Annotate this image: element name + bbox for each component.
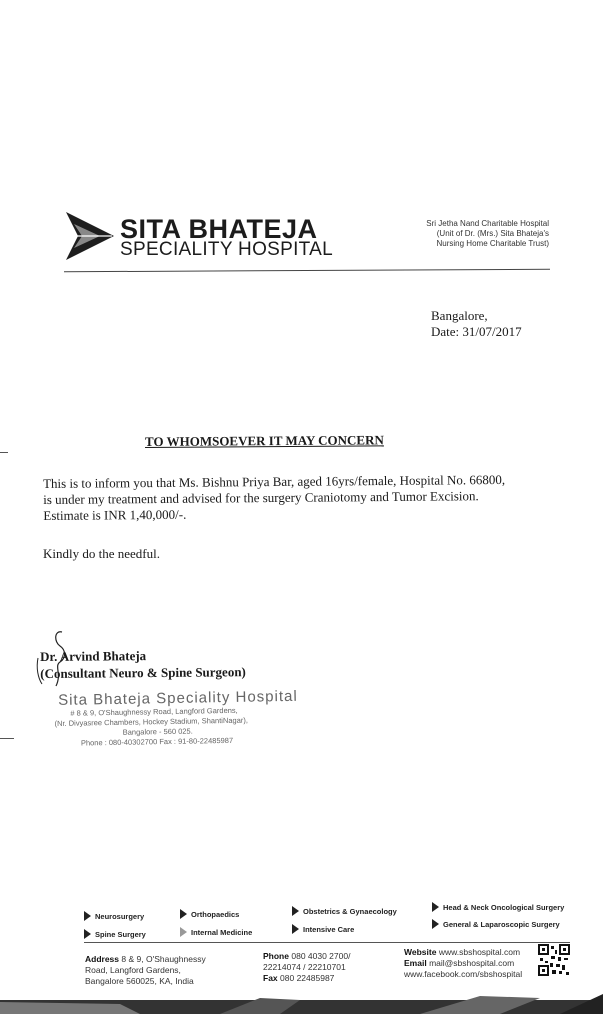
email-label: Email	[404, 958, 427, 968]
address-line: Bangalore 560025, KA, India	[85, 976, 194, 986]
stamp-line: (Nr. Divyasree Chambers, Hockey Stadium, ShantiNagar),	[54, 715, 249, 728]
trust-line: (Unit of Dr. (Mrs.) Sita Bhateja's	[436, 229, 549, 238]
signatory-title: (Consultant Neuro & Spine Surgeon)	[40, 664, 246, 681]
chevron-right-icon	[180, 909, 187, 919]
hospital-logo-icon	[64, 210, 116, 262]
place: Bangalore,	[431, 308, 488, 323]
brand-subtitle: SPECIALITY HOSPITAL	[120, 239, 334, 260]
dept-item	[292, 924, 354, 934]
closing-line: Kindly do the needful.	[43, 546, 160, 561]
signatory-name: Dr. Arvind Bhateja	[40, 648, 147, 664]
dept-item	[84, 911, 144, 921]
footer-band	[0, 994, 603, 1014]
footer-address	[85, 954, 206, 987]
email-link[interactable]: mail@sbshospital.com	[429, 958, 515, 968]
fax-number: 080 22485987	[280, 973, 335, 983]
chevron-right-icon	[292, 906, 299, 916]
fax-label: Fax	[263, 973, 278, 983]
dept-label: Orthopaedics	[191, 909, 240, 919]
dept-label: Intensive Care	[303, 924, 355, 934]
dept-item	[292, 906, 397, 916]
dept-item	[84, 929, 146, 939]
date: Date: 31/07/2017	[431, 324, 522, 339]
stamp-line: # 8 & 9, O'Shaughnessy Road, Langford Gardens,	[70, 705, 238, 718]
hospital-stamp	[54, 688, 299, 749]
dept-label: Spine Surgery	[95, 929, 146, 939]
dept-label: Head & Neck Oncological Surgery	[443, 902, 565, 912]
website-label: Website	[404, 947, 437, 957]
chevron-right-icon	[292, 924, 299, 934]
place-date-block	[431, 308, 522, 340]
footer-divider	[84, 942, 570, 943]
chevron-right-icon	[180, 927, 187, 937]
header-divider	[64, 269, 550, 273]
chevron-right-icon	[84, 929, 91, 939]
chevron-right-icon	[432, 919, 439, 929]
stamp-title: Sita Bhateja Speciality Hospital	[57, 687, 298, 709]
phone-label: Phone	[263, 951, 289, 961]
margin-mark	[0, 738, 14, 739]
address-line: Road, Langford Gardens,	[85, 965, 181, 975]
dept-label: Neurosurgery	[95, 911, 145, 921]
website-link[interactable]: www.sbshospital.com	[438, 947, 521, 957]
footer-web	[404, 947, 522, 980]
signatory-block	[40, 646, 246, 682]
trust-line: Sri Jetha Nand Charitable Hospital	[426, 219, 549, 228]
qr-code-icon	[538, 944, 570, 976]
footer-phone	[263, 951, 350, 984]
body-line: is under my treatment and advised for the surgery Craniotomy and Tumor Excision.	[43, 488, 479, 507]
address-label: Address	[85, 954, 120, 964]
body-line: Estimate is INR 1,40,000/-.	[43, 506, 187, 523]
letter-subject: TO WHOMSOEVER IT MAY CONCERN	[144, 432, 384, 449]
dept-label: Obstetrics & Gynaecology	[303, 906, 397, 916]
brand-name: SITA BHATEJA	[120, 214, 318, 244]
body-line: This is to inform you that Ms. Bishnu Priya Bar, aged 16yrs/female, Hospital No. 66800,	[43, 471, 506, 491]
chevron-right-icon	[432, 902, 439, 912]
trust-info	[389, 219, 549, 249]
facebook-link[interactable]: www.facebook.com/sbshospital	[404, 969, 523, 979]
dept-item	[180, 909, 239, 919]
dept-item	[432, 902, 564, 912]
letter-body	[43, 471, 563, 524]
stamp-line: Phone : 080-40302700 Fax : 91-80-22485987	[80, 735, 234, 748]
phone-line: 080 4030 2700/	[291, 951, 351, 961]
dept-item	[180, 927, 252, 937]
stamp-line: Bangalore - 560 025.	[122, 726, 193, 737]
dept-label: General & Laparoscopic Surgery	[443, 919, 560, 929]
dept-item	[432, 919, 560, 929]
margin-mark	[0, 452, 8, 453]
chevron-right-icon	[84, 911, 91, 921]
address-line: 8 & 9, O'Shaughnessy	[121, 954, 206, 964]
dept-label: Internal Medicine	[191, 927, 253, 937]
phone-line: 22214074 / 22210701	[263, 962, 346, 972]
trust-line: Nursing Home Charitable Trust)	[436, 239, 549, 248]
